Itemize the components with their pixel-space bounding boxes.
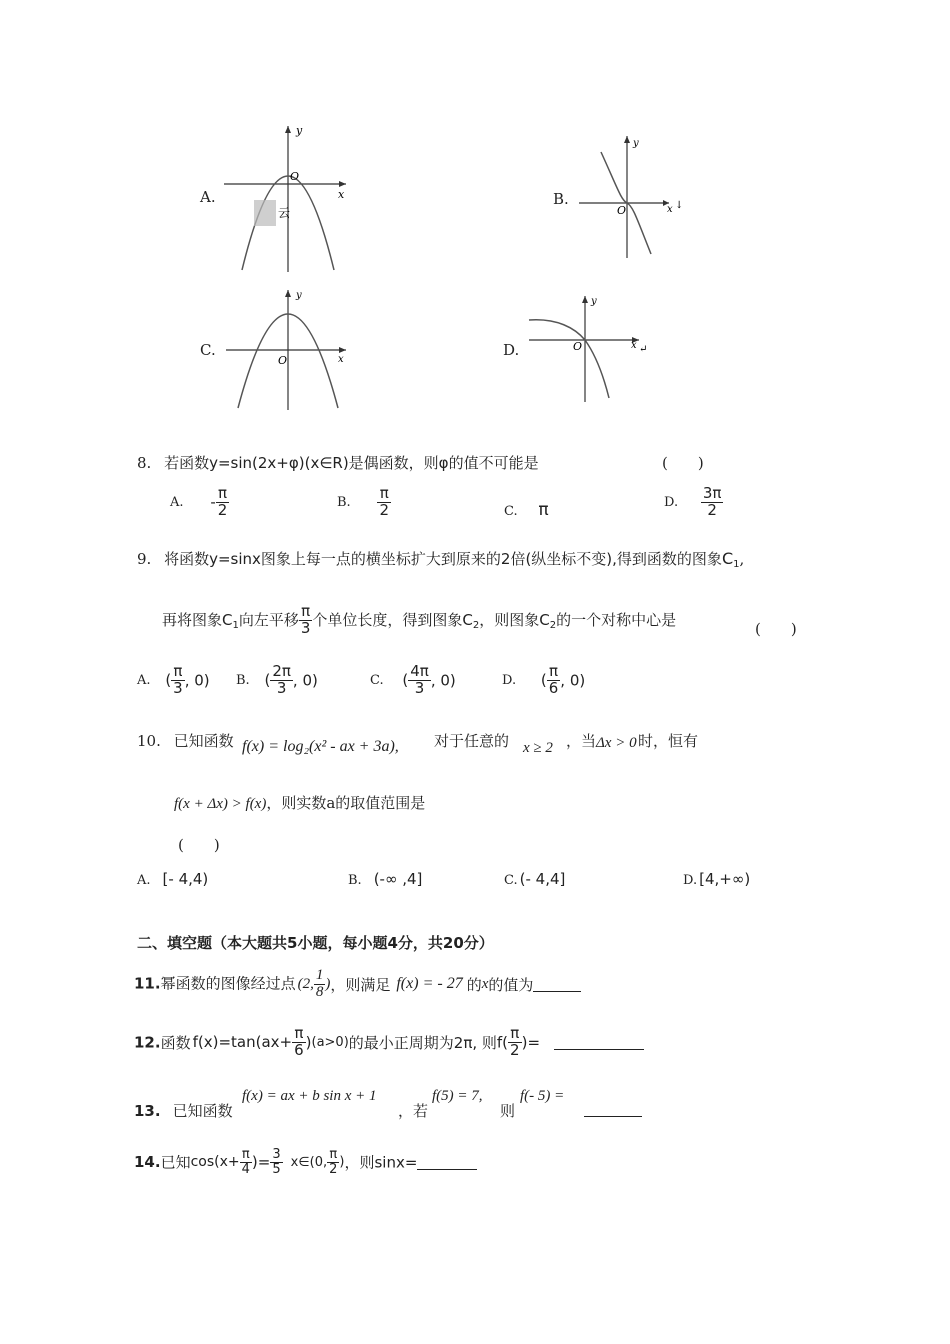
- graph-b: [577, 132, 687, 262]
- question-10-line2: f(x + Δx) > f(x)，则实数a的取值范围是: [174, 794, 426, 812]
- y-label: y: [296, 124, 303, 137]
- q8-option-c: C. π: [504, 500, 549, 520]
- question-number: 13.: [134, 1102, 161, 1120]
- question-11: 11.幂函数的图像经过点 (2, $\frac{1}{8}$ )，则满足 f(x) = - 27 的x的值为: [134, 968, 581, 1001]
- x-axis-arrow: [339, 347, 346, 353]
- decreasing-curve: [529, 320, 609, 398]
- fraction: $\frac{1}{8}$: [315, 967, 324, 1000]
- fraction: $\frac{\pi}{2}$: [217, 484, 228, 519]
- question-12: 12.函数 f(x)=tan(ax+ $\frac{\pi}{6}$ )(a>0)的最小正周期为2π, 则f( $\frac{\pi}{2}$ )=: [134, 1026, 644, 1059]
- question-13: 13. 已知函数: [134, 1102, 233, 1120]
- return-mark: ↵: [639, 344, 648, 355]
- fraction: $\frac{4\pi}{3}$: [410, 662, 429, 697]
- y-axis-arrow: [582, 296, 588, 303]
- x-label: x: [631, 340, 637, 351]
- fraction: $\frac{\pi}{2}$: [329, 1147, 338, 1177]
- question-stem: 将函数y=sinx图象上每一点的横坐标扩大到原来的2倍(纵坐标不变),得到函数的图象: [164, 550, 722, 568]
- y-axis-arrow: [285, 290, 291, 297]
- y-axis-arrow: [285, 126, 291, 133]
- fraction: $\frac{\pi}{3}$: [173, 662, 183, 697]
- question-stem: 若函数y=sin(2x+φ)(x∈R)是偶函数，则φ的值不可能是: [164, 454, 539, 472]
- origin-label: O: [617, 204, 627, 217]
- answer-blank[interactable]: [554, 1035, 644, 1050]
- answer-paren: ( ): [662, 454, 704, 472]
- origin-label: O: [290, 170, 300, 183]
- q9-option-d: D. ( $\frac{\pi}{6}$ , 0): [502, 662, 586, 697]
- fraction: $\frac{\pi}{2}$: [379, 484, 390, 519]
- q10-option-d: D. [4,+∞): [683, 870, 751, 888]
- question-8: [137, 452, 539, 473]
- q8-option-a: A. - $\frac{\pi}{2}$: [170, 484, 228, 519]
- q9-option-c: C. ( $\frac{4\pi}{3}$ , 0): [370, 662, 456, 697]
- q9-option-b: B. ( $\frac{2\pi}{3}$ , 0): [236, 662, 318, 697]
- x-axis-arrow: [339, 181, 346, 187]
- fraction: $\frac{3\pi}{2}$: [702, 484, 722, 519]
- question-number: 14.: [134, 1153, 161, 1172]
- option-b-label: B.: [553, 190, 569, 208]
- x-label: x: [667, 204, 673, 215]
- question-number: 11.: [134, 974, 161, 993]
- function-definition: f(x) = log₂(x² - ax + 3a),: [242, 738, 399, 755]
- fraction: $\frac{\pi}{4}$: [241, 1147, 250, 1177]
- y-label: y: [633, 138, 639, 149]
- graph-a: [222, 122, 352, 274]
- option-d-label: D.: [503, 341, 520, 359]
- answer-blank[interactable]: [417, 1155, 477, 1170]
- question-number: 8.: [137, 454, 152, 472]
- question-9: 9. 将函数y=sinx图象上每一点的横坐标扩大到原来的2倍(纵坐标不变),得到函数的图象$C_1$,: [137, 549, 745, 570]
- graph-d: [527, 292, 657, 404]
- answer-blank[interactable]: [533, 977, 581, 992]
- answer-blank[interactable]: [584, 1102, 642, 1117]
- blurred-watermark: [254, 200, 276, 226]
- origin-label: O: [573, 340, 583, 353]
- q10-option-c: C. (- 4,4]: [504, 870, 566, 888]
- question-14: 14.已知cos(x+ $\frac{\pi}{4}$ )= $\frac{3}{5}$ x∈(0, $\frac{\pi}{2}$ )，则sinx=: [134, 1148, 477, 1176]
- q10-option-a: A. [- 4,4): [137, 870, 209, 888]
- y-label: y: [296, 290, 302, 301]
- question-9-line2: 再将图象$C_1$向左平移 $\frac{\pi}{3}$ 个单位长度，得到图象$C_2$，则图象$C_2$的一个对称中心是: [162, 602, 677, 637]
- question-number: 12.: [134, 1033, 161, 1052]
- question-10: 10. 已知函数: [137, 732, 234, 750]
- y-label: y: [591, 296, 597, 307]
- option-a-label: A.: [200, 188, 216, 206]
- answer-paren: ( ): [755, 620, 797, 638]
- origin-label: O: [278, 354, 288, 367]
- fraction: $\frac{\pi}{6}$: [294, 1024, 304, 1059]
- answer-paren: ( ): [178, 836, 220, 854]
- q8-option-b: B. $\frac{\pi}{2}$: [337, 484, 390, 519]
- graph-c: [224, 286, 354, 412]
- question-number: 10.: [137, 732, 161, 750]
- question-number: 9.: [137, 550, 152, 568]
- fraction: $\frac{3}{5}$: [272, 1147, 281, 1177]
- q9-option-a: A. ( $\frac{\pi}{3}$ , 0): [137, 662, 210, 697]
- x-label: x: [338, 354, 344, 365]
- option-c-label: C.: [200, 341, 216, 359]
- fraction: $\frac{\pi}{6}$: [548, 662, 559, 697]
- q10-option-b: B. (-∞ ,4]: [348, 870, 423, 888]
- fraction: $\frac{\pi}{2}$: [510, 1024, 520, 1059]
- y-axis-arrow: [624, 136, 630, 143]
- watermark-char: 云: [278, 206, 291, 220]
- return-mark: ↓: [675, 200, 684, 211]
- fraction: $\frac{\pi}{3}$: [300, 602, 311, 637]
- fraction: $\frac{2\pi}{3}$: [272, 662, 291, 697]
- q8-option-d: D. $\frac{3\pi}{2}$: [664, 484, 722, 519]
- x-label: x: [338, 188, 345, 201]
- section-heading: 二、填空题（本大题共5小题，每小题4分，共20分）: [137, 934, 494, 952]
